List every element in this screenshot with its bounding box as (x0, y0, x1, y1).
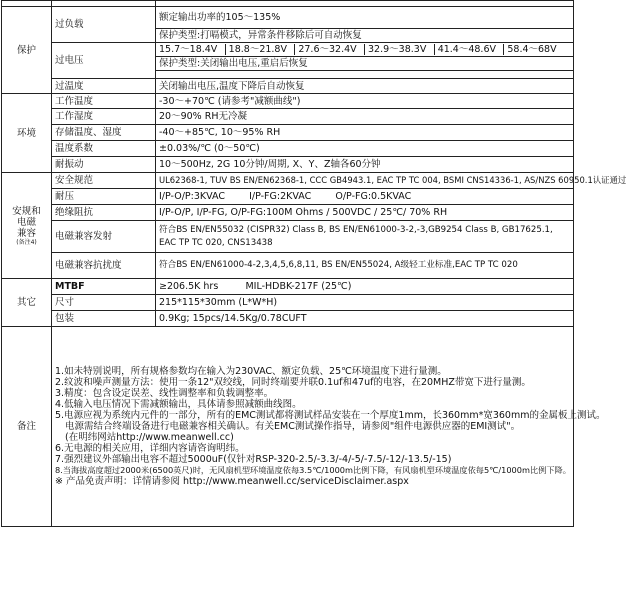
note-8: 8.当海拔高度超过2000米(6500英尺)时，无风扇机型环境温度依每3.5℃/1000m比例下降，有风扇机型环境温度依每5℃/1000m比例下降。 (55, 465, 571, 475)
label-size: 尺寸 (52, 295, 156, 311)
value-overvoltage-ranges (156, 43, 574, 57)
note-5-website: (在明纬网站http://www.meanwell.cc) (65, 432, 234, 443)
value-emc-immunity: 符合BS EN/EN61000-4-2,3,4,5,6,8,11, BS EN/EN55024, A级轻工业标准,EAC TP TC 020 (156, 253, 574, 279)
ov-range-3: 27.6～32.4V (294, 44, 364, 55)
label-working-temp: 工作温度 (52, 94, 156, 109)
category-protection: 保护 (2, 7, 52, 94)
value-overvoltage-mode: 保护类型:关闭输出电压,重启后恢复 (156, 57, 574, 71)
label-isolation-resistance: 绝缘阻抗 (52, 205, 156, 221)
category-notes: 备注 (2, 327, 52, 527)
label-vibration: 耐振动 (52, 157, 156, 173)
value-safety-standards: UL62368-1, TUV BS EN/EN62368-1, CCC GB4943.1, EAC TP TC 004, BSMI CNS14336-1, AS/NZS 60950.1认证通过 (156, 173, 574, 189)
category-others: 其它 (2, 279, 52, 327)
label-working-humidity: 工作湿度 (52, 109, 156, 125)
note-2: 2.纹波和噪声测量方法：使用一条12"双绞线，同时终端要并联0.1uf和47uf的电容，在20MHZ带宽下进行量测。 (55, 377, 531, 388)
label-overvoltage: 过电压 (52, 43, 156, 79)
table-row-notes (2, 327, 574, 527)
category-safety-note: (备注4) (16, 238, 37, 246)
ov-range-4: 32.9～38.3V (364, 44, 434, 55)
ov-range-5: 41.4～48.6V (434, 44, 504, 55)
table-row-safety-1 (2, 189, 574, 205)
value-vibration: 10～500Hz, 2G 10分钟/周期, X、Y、Z轴各60分钟 (156, 157, 574, 173)
label-emc-immunity: 电磁兼容抗扰度 (52, 253, 156, 279)
value-overtemp: 关闭输出电压,温度下降后自动恢复 (156, 79, 574, 94)
value-mtbf: ≥206.5K hrs MIL-HDBK-217F (25℃) (156, 279, 574, 295)
table-row-size (2, 295, 574, 311)
note-disclaimer: ※ 产品免责声明：详情请参阅 http://www.meanwell.cc/serviceDisclaimer.aspx (55, 476, 409, 487)
category-safety-emc (2, 173, 52, 279)
emc-emission-line2: EAC TP TC 020, CNS13438 (159, 237, 273, 248)
label-overtemp: 过温度 (52, 79, 156, 94)
note-5: 5.电源应视为系统内元件的一部分，所有的EMC测试都将测试样品安装在一个厚度1mm，长360mm*宽360mm的金属板上测试。 (55, 410, 606, 421)
notes-content (52, 327, 606, 527)
table-row-env-4 (2, 157, 574, 173)
category-safety-line2: 电磁 (16, 216, 36, 228)
label-withstand-voltage: 耐压 (52, 189, 156, 205)
category-environment: 环境 (2, 94, 52, 173)
table-row-env-1 (2, 109, 574, 125)
table-row-overload (2, 7, 574, 29)
table-row-safety-0 (2, 173, 574, 189)
ov-range-1: 15.7～18.4V (159, 44, 218, 55)
value-emc-emission (156, 221, 574, 253)
table-row-overvoltage (2, 43, 574, 57)
label-packing: 包装 (52, 311, 156, 327)
spec-table (1, 0, 626, 527)
table-row-safety-2 (2, 205, 574, 221)
table-row-env-2 (2, 125, 574, 141)
table-row-emc-emission (2, 221, 574, 253)
table-row-overtemp (2, 79, 574, 94)
ov-range-6: 58.4～68V (503, 44, 573, 55)
note-3: 3.精度：包含设定误差、线性调整率和负载调整率。 (55, 388, 274, 399)
category-safety-line3: 兼容 (16, 227, 36, 239)
category-safety-line1: 安规和 (12, 205, 41, 217)
table-row-emc-immunity (2, 253, 574, 279)
note-5-continued: 电源需结合终端设备进行电磁兼容相关确认。有关EMC测试操作指导，请参阅"组件电源供应器的EMI测试"。 (65, 421, 521, 432)
value-working-humidity: 20～90% RH无冷凝 (156, 109, 574, 125)
value-packing: 0.9Kg; 15pcs/14.5Kg/0.78CUFT (156, 311, 574, 327)
value-isolation-resistance: I/P-O/P, I/P-FG, O/P-FG:100M Ohms / 500VDC / 25℃/ 70% RH (156, 205, 574, 221)
value-working-temp: -30～+70℃ (请参考"减额曲线") (156, 94, 574, 109)
note-4: 4.低输入电压情况下需减额输出，具体请参照减额曲线图。 (55, 399, 302, 410)
value-size: 215*115*30mm (L*W*H) (156, 295, 574, 311)
value-temp-coefficient: ±0.03%/℃ (0～50℃) (156, 141, 574, 157)
label-storage: 存储温度、湿度 (52, 125, 156, 141)
note-1: 1.如未特别说明，所有规格参数均在输入为230VAC、额定负载、25℃环境温度下进行量测。 (55, 366, 447, 377)
note-6: 6.无电源的相关应用，详细内容请咨询明纬。 (55, 443, 245, 454)
label-overload: 过负载 (52, 7, 156, 43)
value-storage: -40～+85℃, 10～95% RH (156, 125, 574, 141)
table-row-mtbf (2, 279, 574, 295)
value-overload-rating: 额定输出功率的105～135% (156, 7, 574, 29)
table-row-packing (2, 311, 574, 327)
label-emc-emission: 电磁兼容发射 (52, 221, 156, 253)
ov-range-2: 18.8～21.8V (225, 44, 295, 55)
label-safety-standards: 安全规范 (52, 173, 156, 189)
label-temp-coefficient: 温度系数 (52, 141, 156, 157)
label-mtbf: MTBF (52, 279, 156, 295)
value-overload-mode: 保护类型:打嗝模式，异常条件移除后可自动恢复 (156, 29, 574, 43)
table-row-env-0 (2, 94, 574, 109)
emc-emission-line1: 符合BS EN/EN55032 (CISPR32) Class B, BS EN/EN61000-3-2,-3,GB9254 Class B, GB17625.1, (159, 224, 553, 235)
value-withstand-voltage: I/P-O/P:3KVAC I/P-FG:2KVAC O/P-FG:0.5KVAC (156, 189, 574, 205)
table-row-env-3 (2, 141, 574, 157)
note-7: 7.强烈建议外部输出电容不超过5000uF(仅针对RSP-320-2.5/-3.3/-4/-5/-7.5/-12/-13.5/-15) (55, 454, 452, 465)
